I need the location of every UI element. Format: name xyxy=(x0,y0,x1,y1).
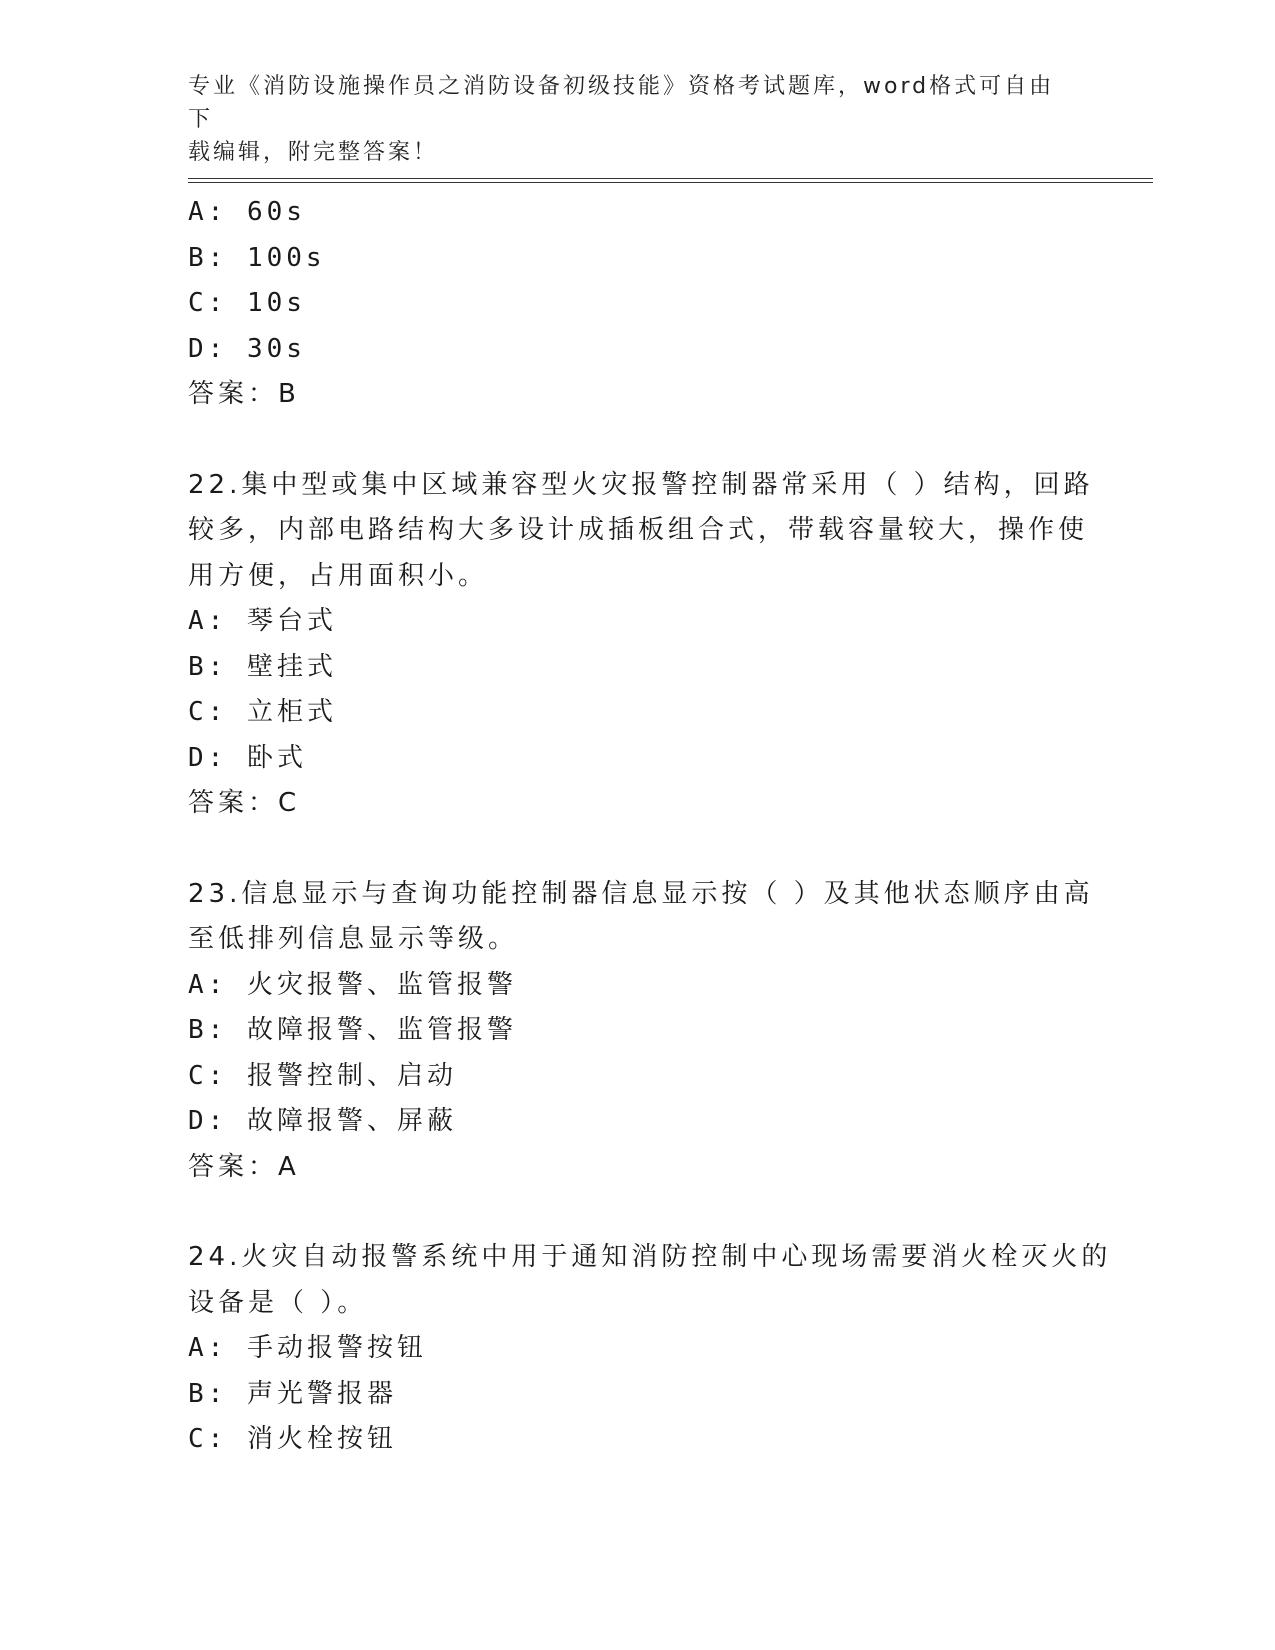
q24-option-b: B: 声光警报器 xyxy=(188,1378,397,1409)
q23-option-b: B: 故障报警、监管报警 xyxy=(188,1015,517,1045)
q24-stem xyxy=(188,1235,1112,1326)
q22-stem-line-3: 用方便，占用面积小。 xyxy=(188,560,489,591)
document-header xyxy=(188,70,1068,169)
q23-option-c: C: 报警控制、启动 xyxy=(188,1060,457,1091)
q23-option-d: D: 故障报警、屏蔽 xyxy=(188,1106,457,1136)
q21-answer: 答案：B xyxy=(188,379,300,409)
q23-option-a: A: 火灾报警、监管报警 xyxy=(188,969,517,1000)
question-23 xyxy=(188,872,1094,1191)
q22-option-b: B: 壁挂式 xyxy=(188,651,337,682)
q22-option-c: C: 立柜式 xyxy=(188,697,337,727)
q23-answer: 答案：A xyxy=(188,1151,300,1182)
q24-stem-line-2: 设备是（ ）。 xyxy=(188,1287,368,1318)
q24-stem-line-1: 24.火灾自动报警系统中用于通知消防控制中心现场需要消火栓灭火的 xyxy=(188,1242,1112,1272)
q22-option-d: D: 卧式 xyxy=(188,742,307,773)
question-24 xyxy=(188,1235,1112,1463)
q21-option-a: A: 60s xyxy=(188,197,306,227)
header-divider xyxy=(188,178,1153,183)
q21-option-c: C: 10s xyxy=(188,288,306,318)
q21-option-d: D: 30s xyxy=(188,333,306,364)
question-22 xyxy=(188,463,1094,827)
header-line-1: 专业《消防设施操作员之消防设备初级技能》资格考试题库，word格式可自由下 xyxy=(188,74,1055,132)
q22-stem-line-2: 较多，内部电路结构大多设计成插板组合式，带载容量较大，操作使 xyxy=(188,515,1089,545)
q23-stem xyxy=(188,872,1094,963)
q24-option-a: A: 手动报警按钮 xyxy=(188,1333,427,1363)
q22-answer: 答案：C xyxy=(188,788,301,818)
question-21 xyxy=(188,190,1088,418)
q22-stem-line-1: 22.集中型或集中区域兼容型火灾报警控制器常采用（ ）结构，回路 xyxy=(188,469,1094,500)
q21-option-b: B: 100s xyxy=(188,242,326,273)
q22-stem xyxy=(188,463,1094,600)
question-list xyxy=(188,190,1112,1463)
q22-option-a: A: 琴台式 xyxy=(188,606,337,636)
q23-stem-line-1: 23.信息显示与查询功能控制器信息显示按（ ）及其他状态顺序由高 xyxy=(188,878,1094,909)
header-line-2: 载编辑，附完整答案！ xyxy=(188,140,439,165)
q24-option-c: C: 消火栓按钮 xyxy=(188,1424,397,1454)
q23-stem-line-2: 至低排列信息显示等级。 xyxy=(188,924,519,954)
